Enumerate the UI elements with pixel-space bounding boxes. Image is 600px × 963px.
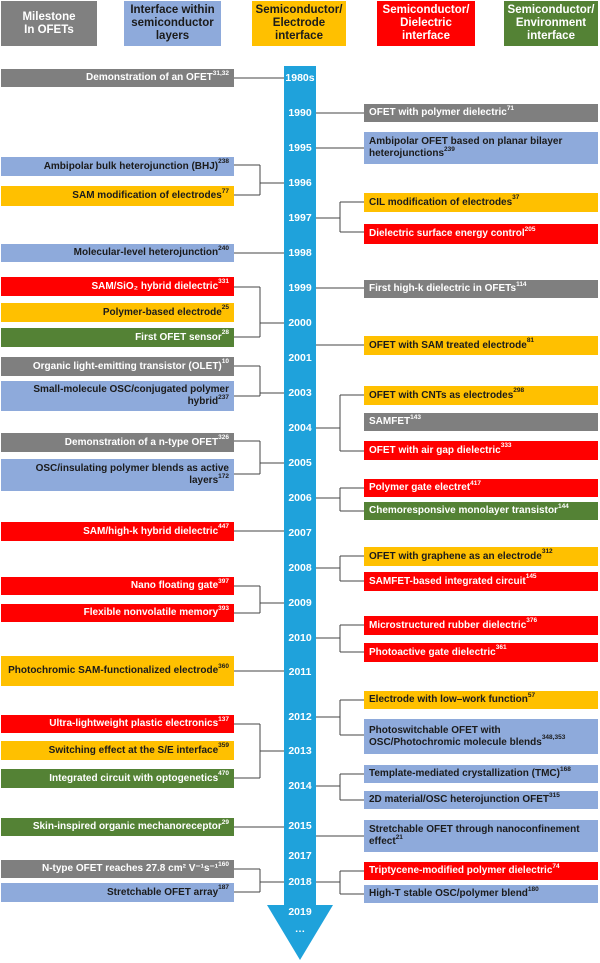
year-label: 2009 xyxy=(288,597,312,609)
event-text xyxy=(64,434,229,449)
event-text xyxy=(48,742,229,757)
event-text xyxy=(130,577,229,592)
year-label: 2014 xyxy=(288,780,312,792)
event-text xyxy=(83,604,229,619)
event-text xyxy=(369,136,593,160)
event-box xyxy=(1,818,234,836)
event-text xyxy=(83,523,229,538)
event-title: Chemoresponsive monolayer transistor xyxy=(369,505,558,516)
year-label: … xyxy=(294,923,306,935)
event-text xyxy=(72,187,229,202)
event-text xyxy=(369,617,538,632)
event-box xyxy=(1,741,234,760)
event-title: OFET with graphene as an electrode xyxy=(369,550,542,562)
year-label: 1990 xyxy=(288,107,312,119)
event-reference: 143 xyxy=(410,413,421,421)
event-text xyxy=(369,225,536,240)
event-text xyxy=(369,644,507,659)
event-title: N-type OFET reaches 27.8 cm² V⁻¹s⁻¹ xyxy=(41,863,219,874)
year-label: 2015 xyxy=(288,820,312,832)
year-label: 2019 xyxy=(288,906,312,918)
year-label: 2017 xyxy=(288,850,312,862)
event-text xyxy=(73,244,229,259)
event-text xyxy=(369,691,536,706)
event-title: Photoswitchable OFET with OSC/Photochromic molecule blends xyxy=(369,724,542,748)
event-box xyxy=(1,577,234,595)
event-box xyxy=(1,69,234,87)
year-label: 2005 xyxy=(288,457,312,469)
event-text xyxy=(369,824,593,848)
event-box xyxy=(1,883,234,902)
event-title: Molecular-level heterojunction xyxy=(73,247,219,258)
event-title: SAM modification of electrodes xyxy=(72,190,222,201)
year-label: 2007 xyxy=(288,527,312,539)
event-box xyxy=(364,791,598,809)
year-label: 2018 xyxy=(288,876,312,888)
event-reference: 240 xyxy=(218,244,229,252)
event-text xyxy=(369,479,482,494)
event-text xyxy=(369,337,535,352)
event-title: Switching effect at the S/E interface xyxy=(48,744,219,756)
event-reference: 187 xyxy=(218,884,229,892)
event-reference: 28 xyxy=(221,329,229,337)
event-reference: 144 xyxy=(557,502,569,510)
event-title: OSC/insulating polymer blends as active layers xyxy=(35,463,229,486)
event-text xyxy=(369,573,537,588)
event-reference: 137 xyxy=(218,715,229,723)
event-text xyxy=(369,413,421,428)
event-title: CIL modification of electrodes xyxy=(369,196,513,208)
event-title: Polymer-based electrode xyxy=(102,306,222,318)
event-reference: 397 xyxy=(218,577,229,585)
event-title: Integrated circuit with optogenetics xyxy=(49,772,219,784)
event-reference: 168 xyxy=(559,765,571,773)
event-box xyxy=(364,336,598,355)
event-text xyxy=(369,502,569,517)
event-title: Stretchable OFET array xyxy=(106,886,219,898)
event-text xyxy=(369,104,515,119)
event-title: First OFET sensor xyxy=(135,331,222,343)
event-box xyxy=(364,224,598,244)
event-reference: 21 xyxy=(395,833,403,841)
event-box xyxy=(364,132,598,164)
event-text xyxy=(32,358,229,373)
event-title: SAMFET xyxy=(369,416,411,427)
year-label: 2010 xyxy=(288,632,312,644)
event-text xyxy=(43,158,229,173)
event-title: SAM/high-k hybrid dielectric xyxy=(83,525,219,537)
year-label: 2006 xyxy=(288,492,312,504)
event-box xyxy=(1,522,234,541)
event-reference: 298 xyxy=(513,387,525,395)
event-box xyxy=(1,381,234,411)
year-label: 2011 xyxy=(288,666,312,678)
event-reference: 237 xyxy=(218,393,229,401)
event-reference: 348,353 xyxy=(541,734,566,742)
event-box xyxy=(364,280,598,298)
event-reference: 114 xyxy=(516,280,527,288)
event-box xyxy=(1,244,234,262)
event-box xyxy=(1,656,234,686)
event-text xyxy=(369,194,520,209)
event-box xyxy=(364,441,598,460)
year-label: 2003 xyxy=(288,387,312,399)
event-box xyxy=(364,820,598,852)
event-box xyxy=(364,413,598,431)
event-box xyxy=(364,479,598,497)
event-box xyxy=(1,459,234,491)
event-reference: 25 xyxy=(221,304,229,312)
event-title: Nano floating gate xyxy=(130,580,219,591)
event-text xyxy=(49,770,229,785)
legend-dielectric-interface: Semiconductor/ Dielectric interface xyxy=(377,1,475,46)
event-title: Ambipolar bulk heterojunction (BHJ) xyxy=(43,160,219,172)
year-label: 2000 xyxy=(288,317,312,329)
event-text xyxy=(6,384,229,408)
year-label: 2001 xyxy=(288,352,312,364)
event-reference: 447 xyxy=(218,523,229,531)
event-box xyxy=(364,386,598,405)
event-text xyxy=(369,725,593,749)
event-text xyxy=(91,278,229,293)
event-box xyxy=(1,715,234,733)
event-title: OFET with polymer dielectric xyxy=(369,107,507,118)
event-reference: 238 xyxy=(218,158,229,166)
event-box xyxy=(1,157,234,176)
event-reference: 145 xyxy=(525,573,537,581)
event-text xyxy=(32,818,229,833)
event-title: First high-k dielectric in OFETs xyxy=(369,283,517,294)
event-title: Photochromic SAM-functionalized electrode xyxy=(8,665,219,676)
event-box xyxy=(1,357,234,376)
legend-environment-interface: Semiconductor/ Environment interface xyxy=(504,1,598,46)
event-reference: 180 xyxy=(527,885,539,893)
event-title: Demonstration of a n-type OFET xyxy=(64,436,219,448)
event-reference: 312 xyxy=(541,548,553,556)
event-reference: 57 xyxy=(527,691,536,699)
event-reference: 359 xyxy=(218,742,229,750)
event-title: OFET with SAM treated electrode xyxy=(369,339,527,351)
event-box xyxy=(1,433,234,452)
event-title: Template-mediated crystallization (TMC) xyxy=(369,768,560,779)
year-label: 1999 xyxy=(288,282,312,294)
event-text xyxy=(369,885,539,900)
year-label: 1998 xyxy=(288,247,312,259)
event-title: Dielectric surface energy control xyxy=(369,228,525,239)
event-reference: 31,32 xyxy=(212,69,229,77)
event-box xyxy=(364,104,598,122)
event-reference: 331 xyxy=(218,278,229,286)
event-box xyxy=(364,719,598,754)
event-box xyxy=(364,502,598,520)
event-title: SAMFET-based integrated circuit xyxy=(369,575,526,587)
event-reference: 326 xyxy=(218,434,229,442)
event-title: Polymer gate electret xyxy=(369,482,471,493)
event-title: OFET with CNTs as electrodes xyxy=(369,389,514,401)
event-text xyxy=(6,463,229,487)
event-reference: 160 xyxy=(218,860,229,868)
event-title: Organic light-emitting transistor (OLET) xyxy=(32,360,222,372)
event-text xyxy=(86,69,229,84)
event-box xyxy=(364,862,598,880)
event-title: SAM/SiO₂ hybrid dielectric xyxy=(91,280,219,292)
event-box xyxy=(364,643,598,662)
year-label: 2012 xyxy=(288,711,312,723)
event-title: Triptycene-modified polymer dielectric xyxy=(369,865,553,876)
event-reference: 205 xyxy=(524,225,536,233)
event-text xyxy=(369,548,553,563)
event-title: Ambipolar OFET based on planar bilayer heterojunctions xyxy=(369,136,563,159)
event-box xyxy=(1,303,234,322)
event-box xyxy=(364,765,598,783)
event-text xyxy=(41,860,229,875)
event-reference: 417 xyxy=(470,479,482,487)
event-reference: 376 xyxy=(526,617,538,625)
legend-electrode-interface: Semiconductor/ Electrode interface xyxy=(252,1,346,46)
event-reference: 29 xyxy=(221,818,229,826)
year-label: 1980s xyxy=(285,72,315,84)
event-box xyxy=(364,193,598,212)
event-box xyxy=(364,616,598,635)
event-box xyxy=(364,691,598,709)
event-title: Photoactive gate dielectric xyxy=(369,646,496,658)
event-text xyxy=(369,280,527,295)
year-label: 2004 xyxy=(288,422,312,434)
event-reference: 361 xyxy=(495,644,507,652)
event-title: Skin-inspired organic mechanoreceptor xyxy=(32,821,222,832)
year-label: 2008 xyxy=(288,562,312,574)
legend-semiconductor-layers: Interface within semiconductor layers xyxy=(124,1,221,46)
year-label: 1997 xyxy=(288,212,312,224)
event-box xyxy=(364,885,598,903)
event-box xyxy=(1,277,234,296)
year-label: 1995 xyxy=(288,142,312,154)
year-label: 2013 xyxy=(288,745,312,757)
event-box xyxy=(364,547,598,566)
event-reference: 74 xyxy=(552,862,560,870)
event-title: Flexible nonvolatile memory xyxy=(83,607,219,618)
event-reference: 71 xyxy=(506,104,515,112)
event-title: Stretchable OFET through nanoconfinement effect xyxy=(369,824,580,847)
event-title: Demonstration of an OFET xyxy=(86,72,213,83)
event-reference: 10 xyxy=(221,358,229,366)
year-label: 1996 xyxy=(288,177,312,189)
event-box xyxy=(1,604,234,622)
event-text xyxy=(369,791,560,806)
event-title: Small-molecule OSC/conjugated polymer hybrid xyxy=(33,384,229,407)
event-text xyxy=(369,862,560,877)
event-text xyxy=(369,442,512,457)
event-title: High-T stable OSC/polymer blend xyxy=(369,888,528,899)
event-text xyxy=(102,304,229,319)
event-box xyxy=(1,186,234,206)
event-reference: 393 xyxy=(218,604,229,612)
event-text xyxy=(106,884,229,899)
event-text xyxy=(369,765,571,780)
event-box xyxy=(1,860,234,878)
event-title: Microstructured rubber dielectric xyxy=(369,619,527,631)
event-reference: 37 xyxy=(512,194,520,202)
event-title: Electrode with low–work function xyxy=(369,694,528,705)
event-reference: 333 xyxy=(500,442,512,450)
event-reference: 77 xyxy=(221,187,229,195)
event-box xyxy=(364,572,598,591)
event-reference: 172 xyxy=(218,472,229,480)
event-title: OFET with air gap dielectric xyxy=(369,444,501,456)
event-reference: 239 xyxy=(444,145,455,153)
event-reference: 470 xyxy=(218,770,229,778)
legend-milestone: Milestone In OFETs xyxy=(1,1,97,46)
event-title: Ultra-lightweight plastic electronics xyxy=(49,718,219,729)
event-text xyxy=(369,387,525,402)
event-reference: 81 xyxy=(526,337,535,345)
event-box xyxy=(1,769,234,788)
event-reference: 315 xyxy=(549,791,560,799)
event-reference: 360 xyxy=(218,662,229,670)
event-text xyxy=(8,662,229,677)
event-title: 2D material/OSC heterojunction OFET xyxy=(369,794,550,805)
event-box xyxy=(1,328,234,347)
event-text xyxy=(49,715,229,730)
event-text xyxy=(135,329,229,344)
